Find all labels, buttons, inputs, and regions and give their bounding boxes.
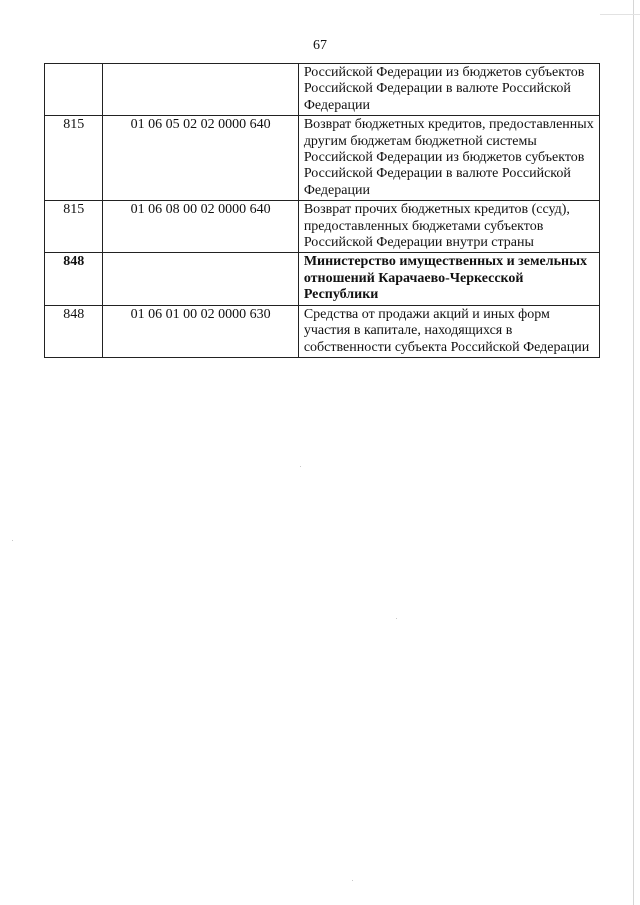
description-cell: Возврат прочих бюджетных кредитов (ссуд), предоставленных бюджетами субъектов Российской Федерации внутри страны (298, 201, 599, 253)
scan-corner-mark (600, 0, 640, 15)
table-row (45, 64, 600, 116)
budget-code-cell (103, 253, 298, 305)
admin-code-cell: 815 (45, 116, 103, 201)
budget-code-cell: 01 06 08 00 02 0000 640 (103, 201, 298, 253)
description-cell: Российской Федерации из бюджетов субъектов Российской Федерации в валюте Российской Федерации (298, 64, 599, 116)
scan-speck (396, 618, 397, 619)
page-number: 67 (313, 38, 327, 53)
budget-sources-table (44, 63, 600, 358)
table-row (45, 201, 600, 253)
description-cell: Возврат бюджетных кредитов, предоставленных другим бюджетам бюджетной системы Российской Федерации из бюджетов субъектов Российской Федерации в валюте Российской Федерации (298, 116, 599, 201)
admin-code-cell: 815 (45, 201, 103, 253)
table-row (45, 116, 600, 201)
admin-code-cell (45, 64, 103, 116)
budget-code-cell: 01 06 01 00 02 0000 630 (103, 305, 298, 357)
budget-code-cell (103, 64, 298, 116)
scan-speck (352, 880, 353, 881)
ministry-name-cell: Министерство имущественных и земельных отношений Карачаево-Черкесской Республики (298, 253, 599, 305)
scan-edge (633, 0, 634, 905)
table-row (45, 305, 600, 357)
description-cell: Средства от продажи акций и иных форм участия в капитале, находящихся в собственности субъекта Российской Федерации (298, 305, 599, 357)
admin-code-cell: 848 (45, 253, 103, 305)
budget-code-cell: 01 06 05 02 02 0000 640 (103, 116, 298, 201)
admin-code-cell: 848 (45, 305, 103, 357)
scan-speck (12, 540, 13, 541)
table-row-ministry (45, 253, 600, 305)
scan-speck (300, 466, 301, 467)
